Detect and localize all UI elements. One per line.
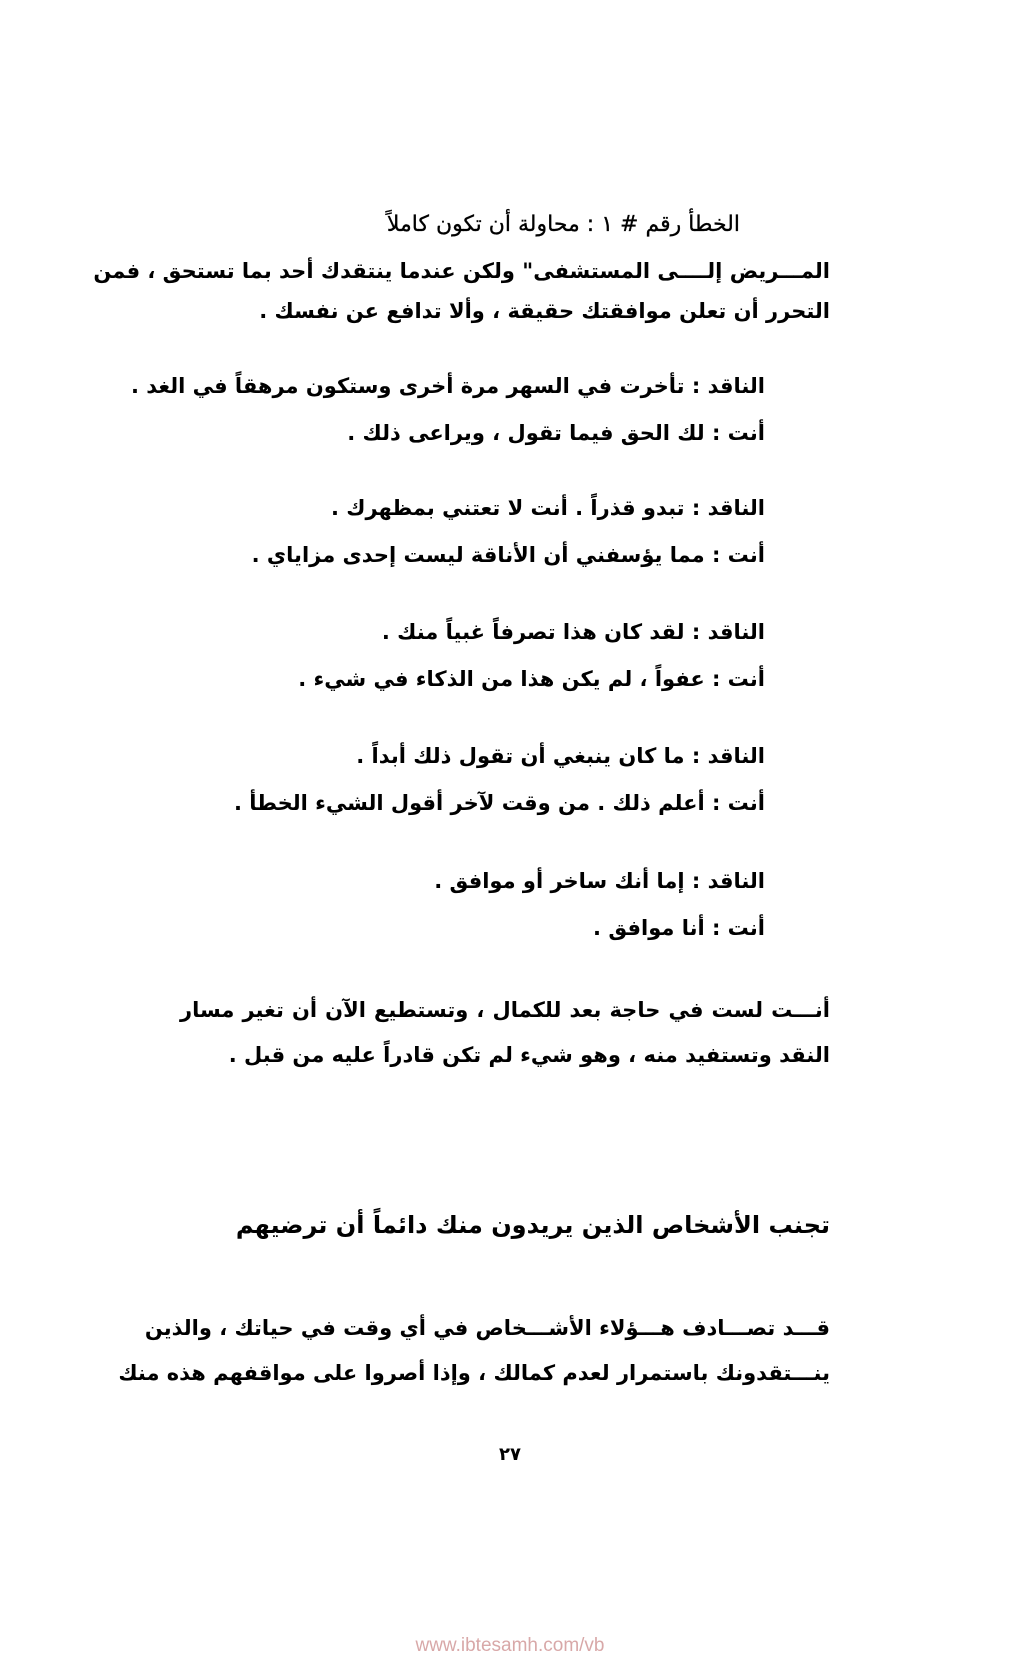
final-paragraph-line-2: ينـــتقدونك باستمرار لعدم كمالك ، وإذا أصروا على مواقفهم هذه منك (118, 1361, 830, 1385)
subheading: تجنب الأشخاص الذين يريدون منك دائماً أن ترضيهم (235, 1211, 830, 1239)
dialogue-2-you: أنت : مما يؤسفني أن الأناقة ليست إحدى مزاياي . (251, 543, 765, 567)
dialogue-1-you: أنت : لك الحق فيما تقول ، ويراعى ذلك . (347, 421, 765, 445)
dialogue-3-critic: الناقد : لقد كان هذا تصرفاً غبياً منك . (381, 620, 765, 644)
watermark-url: www.ibtesamh.com/vb (415, 1635, 605, 1656)
section-title: الخطأ رقم # ١ : محاولة أن تكون كاملاً (386, 212, 740, 237)
conclusion-paragraph-line-2: النقد وتستفيد منه ، وهو شيء لم تكن قادراً عليه من قبل . (228, 1043, 830, 1067)
dialogue-4-you: أنت : أعلم ذلك . من وقت لآخر أقول الشيء الخطأ . (234, 791, 765, 815)
dialogue-5-critic: الناقد : إما أنك ساخر أو موافق . (434, 869, 765, 893)
conclusion-paragraph-line-1: أنـــت لست في حاجة بعد للكمال ، وتستطيع الآن أن تغير مسار (180, 998, 830, 1022)
dialogue-3-you: أنت : عفواً ، لم يكن هذا من الذكاء في شيء . (298, 667, 765, 691)
dialogue-4-critic: الناقد : ما كان ينبغي أن تقول ذلك أبداً . (356, 744, 765, 768)
page-number: ٢٧ (499, 1444, 521, 1465)
final-paragraph-line-1: قـــد تصـــادف هـــؤلاء الأشـــخاص في أي وقت في حياتك ، والذين (144, 1316, 830, 1340)
intro-paragraph-line-1: المـــريض إلــــى المستشفى" ولكن عندما ينتقدك أحد بما تستحق ، فمن (93, 259, 830, 283)
intro-paragraph-line-2: التحرر أن تعلن موافقتك حقيقة ، وألا تدافع عن نفسك . (259, 299, 830, 323)
dialogue-1-critic: الناقد : تأخرت في السهر مرة أخرى وستكون مرهقاً في الغد . (130, 374, 765, 398)
dialogue-5-you: أنت : أنا موافق . (593, 916, 765, 940)
dialogue-2-critic: الناقد : تبدو قذراً . أنت لا تعتني بمظهرك . (330, 496, 765, 520)
